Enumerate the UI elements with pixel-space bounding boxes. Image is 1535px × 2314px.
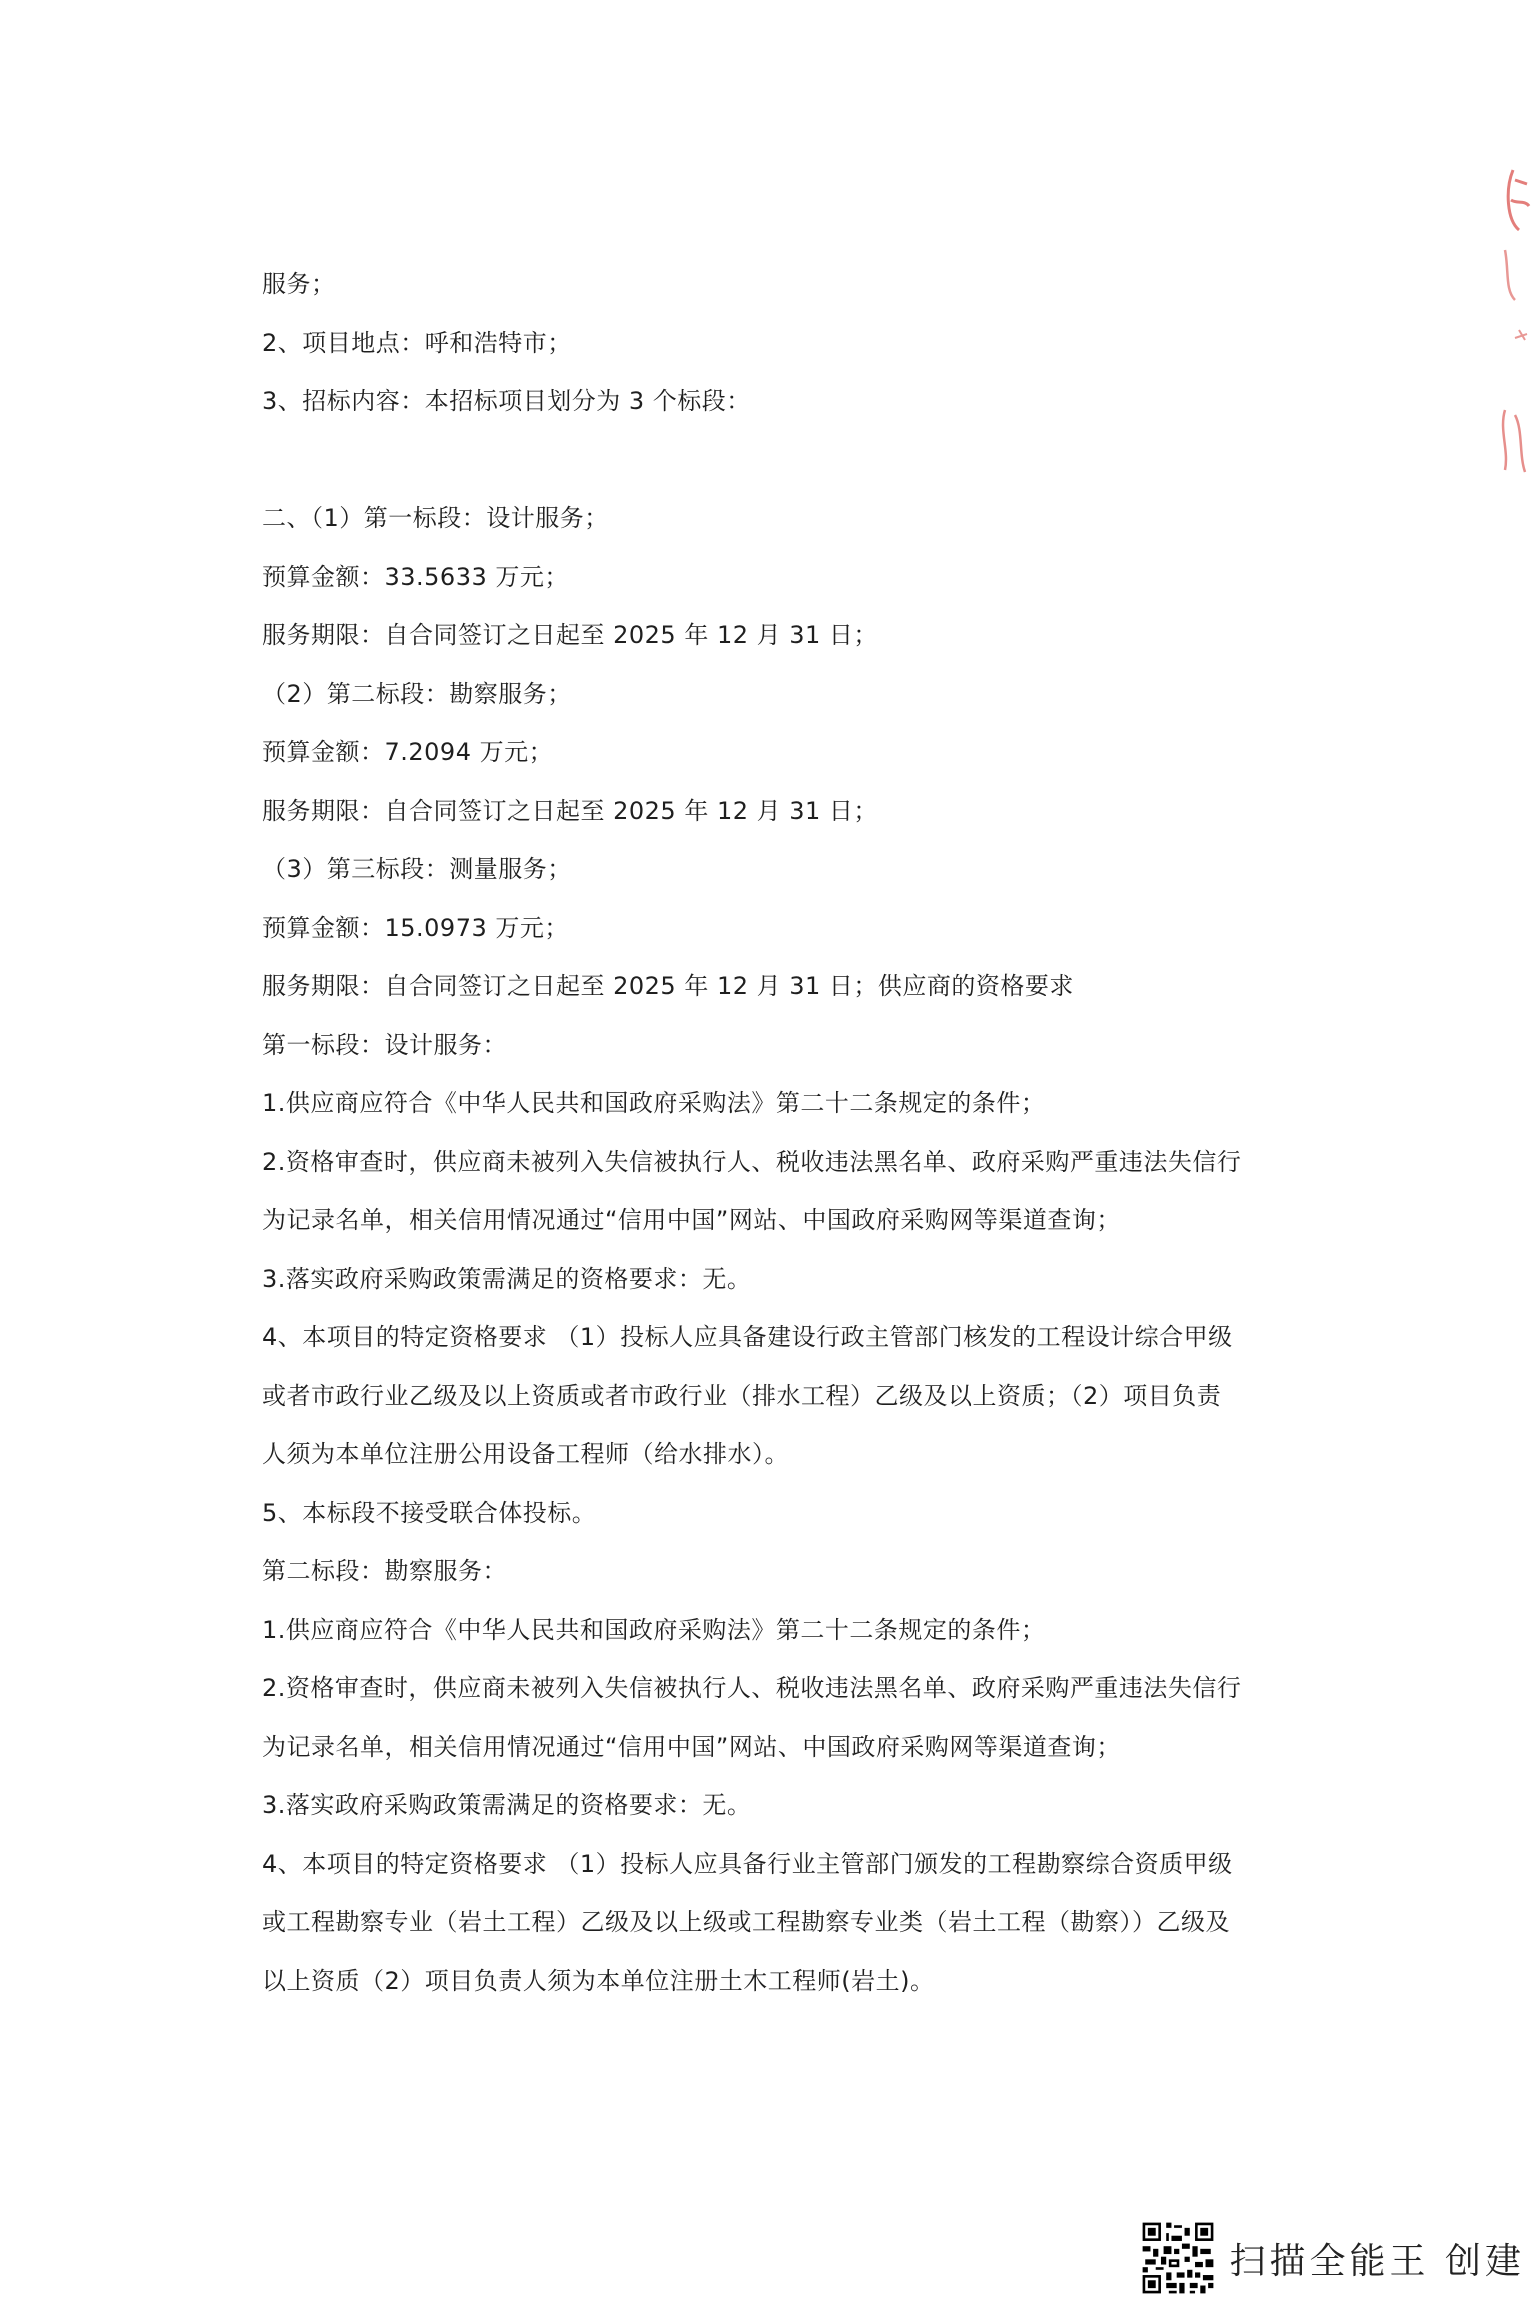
text-line-22: 5、本标段不接受联合体投标。	[262, 1498, 597, 1527]
text-line-6: 预算金额：33.5633 万元；	[262, 562, 569, 591]
scanner-watermark-text: 扫描全能王 创建	[1229, 2240, 1525, 2282]
text-line-3: 3、招标内容：本招标项目划分为 3 个标段：	[262, 387, 751, 415]
text-line-9: 预算金额：7.2094 万元；	[262, 738, 554, 766]
text-line-26: 为记录名单，相关信用情况通过“信用中国”网站、中国政府采购网等渠道查询；	[262, 1732, 1121, 1761]
text-line-17: 为记录名单，相关信用情况通过“信用中国”网站、中国政府采购网等渠道查询；	[262, 1206, 1121, 1234]
text-line-25: 2.资格审查时，供应商未被列入失信被执行人、税收违法黑名单、政府采购严重违法失信行	[262, 1674, 1242, 1702]
scanner-watermark	[1140, 2218, 1525, 2298]
text-line-14: 第一标段：设计服务：	[262, 1030, 507, 1059]
text-line-12: 预算金额：15.0973 万元；	[262, 913, 569, 942]
text-line-15: 1.供应商应符合《中华人民共和国政府采购法》第二十二条规定的条件；	[262, 1089, 1046, 1117]
text-line-24: 1.供应商应符合《中华人民共和国政府采购法》第二十二条规定的条件；	[262, 1615, 1046, 1644]
text-line-1: 服务；	[262, 270, 336, 298]
text-line-28: 4、本项目的特定资格要求 （1）投标人应具备行业主管部门颁发的工程勘察综合资质甲级	[262, 1849, 1233, 1878]
text-line-19: 4、本项目的特定资格要求 （1）投标人应具备建设行政主管部门核发的工程设计综合甲级	[262, 1323, 1233, 1351]
seal-stamp-fragment	[1475, 160, 1535, 490]
text-line-8: （2）第二标段：勘察服务；	[262, 679, 572, 708]
blank-line	[262, 431, 1292, 490]
text-line-13: 服务期限：自合同签订之日起至 2025 年 12 月 31 日；供应商的资格要求	[262, 972, 1074, 1000]
text-line-16: 2.资格审查时，供应商未被列入失信被执行人、税收违法黑名单、政府采购严重违法失信行	[262, 1147, 1242, 1176]
qr-code-icon	[1140, 2220, 1216, 2296]
text-line-10: 服务期限：自合同签订之日起至 2025 年 12 月 31 日；	[262, 796, 878, 825]
text-line-23: 第二标段：勘察服务：	[262, 1557, 507, 1585]
text-line-11: （3）第三标段：测量服务；	[262, 855, 572, 883]
text-line-7: 服务期限：自合同签订之日起至 2025 年 12 月 31 日；	[262, 621, 878, 649]
document-body	[262, 255, 1292, 2010]
text-line-5: 二、（1）第一标段：设计服务；	[262, 504, 609, 532]
text-line-20: 或者市政行业乙级及以上资质或者市政行业（排水工程）乙级及以上资质；（2）项目负责	[262, 1381, 1222, 1410]
text-line-2: 2、项目地点：呼和浩特市；	[262, 328, 572, 357]
text-line-30: 以上资质（2）项目负责人须为本单位注册土木工程师(岩土)。	[262, 1966, 935, 1995]
text-line-27: 3.落实政府采购政策需满足的资格要求：无。	[262, 1791, 752, 1819]
text-line-18: 3.落实政府采购政策需满足的资格要求：无。	[262, 1264, 752, 1293]
text-line-29: 或工程勘察专业（岩土工程）乙级及以上级或工程勘察专业类（岩土工程（勘察））乙级及	[262, 1908, 1230, 1936]
text-line-21: 人须为本单位注册公用设备工程师（给水排水）。	[262, 1440, 789, 1468]
